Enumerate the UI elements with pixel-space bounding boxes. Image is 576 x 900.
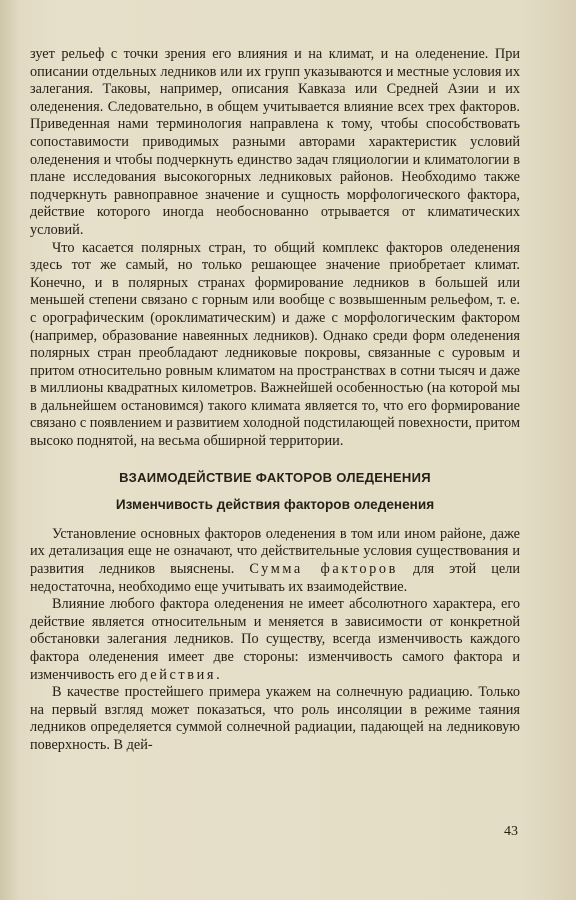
paragraph-3 (30, 526, 520, 596)
paragraph-3-emphasis: Сумма факторов (249, 561, 398, 578)
paragraph-4-emphasis: действия (140, 666, 217, 683)
subsection-heading: Изменчивость действия факторов оледенения (115, 497, 435, 513)
section-heading: ВЗАИМОДЕЙСТВИЕ ФАКТОРОВ ОЛЕДЕНЕНИЯ (119, 469, 431, 485)
paragraph-3-end: для этой цели недостаточна, необходимо еще учитывать их взаимодействие. (30, 561, 520, 595)
paragraph-4-end: . (216, 666, 220, 683)
paragraph-1: зует рельеф с точки зрения его влияния и на климат, и на оледенение. При описании отдельных ледников или их групп указываются и местные условия их залегания. Таковы, например, описания Кавказа или Средней Азии и их оледенения. Следовательно, в общем учитывается влияние всех трех факторов. Приведенная нами терминология направлена к тому, чтобы способствовать сопоставимости приводимых разными авторами характеристик условий оледенения и чтобы подчеркнуть единство задач гляциологии и климатологии в плане исследования высокогорных ледниковых районов. Необходимо также подчеркнуть равноправное значение и сущность морфологического фактора, действие которого иногда необоснованно отрывается от климатических условий. (30, 46, 520, 238)
paragraph-4-start: Влияние любого фактора оледенения не имеет абсолютного характера, его действие является относительным и меняется в зависимости от конкретной обстановки залегания ледников. По существу, всегда изменчивость каждого фактора оледенения имеет две стороны: изменчивость самого фактора и изменчивость его (30, 596, 520, 683)
page-number: 43 (504, 824, 518, 839)
page-text (30, 46, 520, 755)
paragraph-3-start: Установление основных факторов оледенения в том или ином районе, даже их детализация еще не означают, что действительные условия существования и развития ледников выяснены. (30, 525, 520, 578)
paragraph-4 (30, 596, 520, 684)
paragraph-5: В качестве простейшего примера укажем на солнечную радиацию. Только на первый взгляд может показаться, что роль инсоляции в режиме таяния ледников определяется суммой солнечной радиации, падающей на ледниковую поверхность. В дей- (30, 684, 520, 753)
paragraph-2: Что касается полярных стран, то общий комплекс факторов оледенения здесь тот же самый, но только решающее значение приобретает климат. Конечно, и в полярных странах формирование ледников в большей или меньшей степени связано с горным или вообще с возвышенным рельефом, т. е. с орографическим (ороклиматическим) и даже с морфологическим фактором (например, образование навеянных ледников). Однако среди форм оледенения полярных стран преобладают ледниковые покровы, связанные с суровым и притом относительно ровным климатом на пространствах в сотни тысяч и даже в миллионы квадратных километров. Важнейшей особенностью (на которой мы в дальнейшем остановимся) такого климата является то, что его формирование связано с появлением и развитием холодной подстилающей повехности, притом высоко поднятой, на весьма обширной территории. (30, 239, 520, 450)
